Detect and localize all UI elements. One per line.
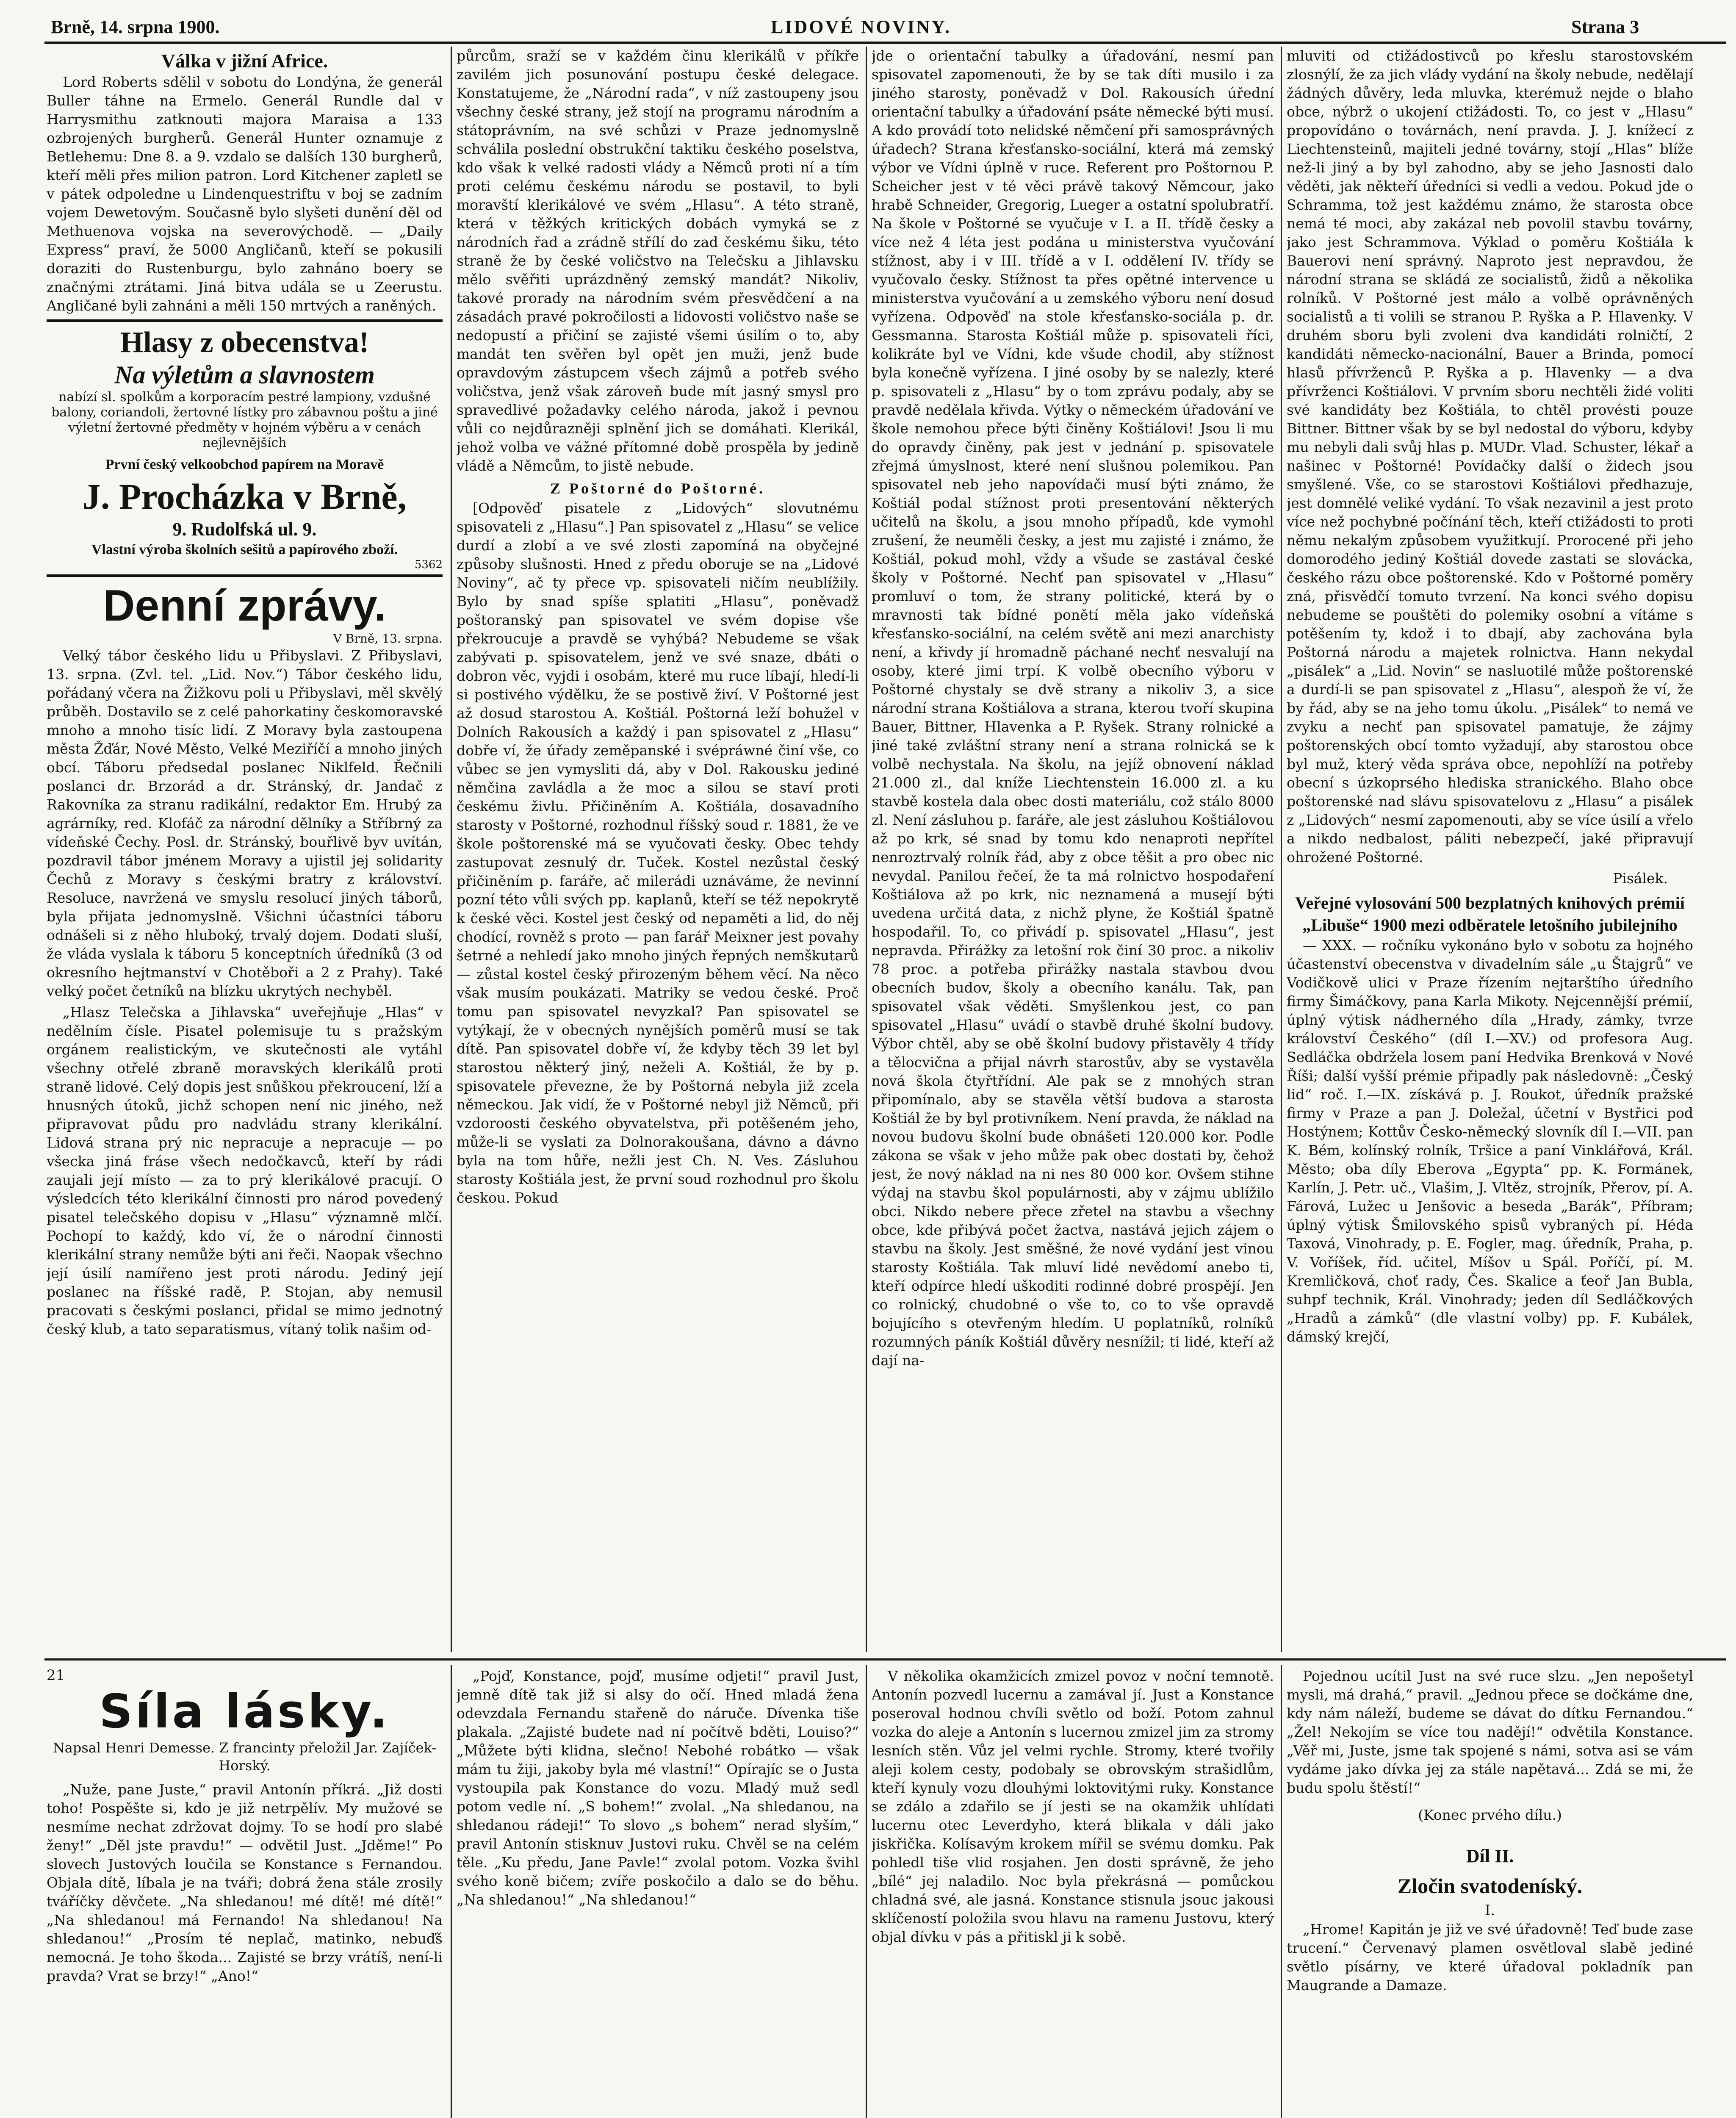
news-article-hlas: „Hlasz Telečska a Jihlavska“ uveřejňuje „Hlas“ v nedělním čísle. Pisatel polemisuje tu s pražským orgánem realistickým, ve skutečnosti ale vytáhl všechny otřelé zbraně moravských klerikálů proti straně lidové. Celý dopis jest snůškou překroucení, lží a hnusných útoků, jichž schopen není nic jiného, než připravovat půdu pro nadvládu strany klerikální. Lidová strana prý nic nepracuje a nepracuje — po všecka jiná fráse všech nedočkavců, kteří by rádi zaujali její místo — za to prý klerikálové pracují. O výsledcích této klerikální činnosti pro národ povedený pisatel telečského dopisu v „Hlasu“ významně mlčí. Pochopí to každý, kdo ví, že o národní činnosti klerikální strany nemůže býti ani řeči. Naopak všechno její úsilí namířeno jest proti národu. Jediný její poslanec na říšské radě, P. Stojan, aby nemusil pracovati s českými poslanci, přidal se mimo jednotný český klub, a tato separatismus, vítaný tolik našim od- <box>47 1004 443 1337</box>
ad-headline: Na výletům a slavnostem <box>114 361 375 389</box>
readers-voices-heading: Hlasy z obecenstva! <box>120 326 369 359</box>
ad-address: 9. Rudolfská ul. 9. <box>172 519 317 540</box>
ad-tagline: První český velkoobchod papírem na Moravě <box>105 457 384 472</box>
header-masthead: LIDOVÉ NOVINY. <box>771 17 952 37</box>
column-divider <box>451 47 452 1652</box>
feuilleton-text-2: „Pojď, Konstance, pojď, musíme odjeti!“ pravil Just, jemně dítě tak již si alsy do očí. Hned mladá žena odevzdala Fernandu stařeně do náruče. Dívenka tiše plakala. „Zajisté budete nad ní počítvě bděti, Louiso?“ „Můžete býti klidna, slečno! Nebohé robátko — však mám tu žiji, jakoby byla mé vlastní!“ Opírajíc se o Justa vystoupila pak Konstance do vozu. Mladý muž sedl potom vedle ní. „S bohem!“ zvolal. „Na shledanou, na shledanou rádeji!“ To slovo „s bohem“ nerad slyším,“ pravil Antonín stisknuv Justovi ruku. Chvěl se na celém těle. „Ku předu, Jane Pavle!“ zvolal potom. Vozka švihl svého koně bičem; zvíře poskočilo a dalo se do běhu. „Na shledanou!“ „Na shledanou!“ <box>457 1668 859 1908</box>
column-1 <box>47 47 443 1644</box>
ad-firm-name: J. Procházka v Brně, <box>82 476 407 517</box>
war-article: Lord Roberts sdělil v sobotu do Londýna, že generál Buller táhne na Ermelo. Generál Rundle dal v Harrysmithu zatknouti majora Maraisa a 133 ozbrojených burgherů. Generál Hunter oznamuje z Betlehemu: Dne 8. a 9. vzdalo se dalších 130 burgherů, kteří měli přes milion patron. Lord Kitchener zapletl se v pátek odpoledne u Lindenquestriftu v boj se zadním vojem Dewetovým. Současně bylo slyšeti dunění děl od Methuenova vojska na severovýchodě. — „Daily Express“ praví, že 5000 Angličanů, kteří se pokusili doraziti do Rustenburgu, bylo zahnáno boery se značnými ztrátami. Jiná bitva udála se u Zeerustu. Angličané byli zahnáni a měli 150 mrtvých a raněných. <box>47 74 443 314</box>
column-2 <box>457 47 859 1644</box>
part-heading: Díl II. <box>1466 1846 1514 1866</box>
column-3 <box>872 47 1274 1644</box>
ad-number: 5362 <box>414 558 443 571</box>
header-date: Brně, 14. srpna 1900. <box>51 17 220 37</box>
feuilleton-rule <box>44 1658 1726 1661</box>
feuilleton-text-5: „Hrome! Kapitán je již ve své úřadovně! Teď bude zase trucení.“ Červenavý plamen osvětloval slabě jediné světlo písárny, ve které úřadoval pokladník pan Maugrande a Damaze. <box>1287 1921 1693 1993</box>
feuilleton-column-2 <box>457 1667 859 2118</box>
war-heading: Válka v jižní Africe. <box>161 50 328 72</box>
column-divider <box>866 1665 867 2118</box>
section-rule <box>47 574 443 577</box>
daily-news-heading: Denní zprávy. <box>103 581 386 630</box>
article-signature: Pisálek. <box>1613 870 1668 887</box>
postorna-article-end: mluviti od ctižádostivců po křeslu starostovském zlosnýlí, že za jich vlády vydání na školy nebude, nedělají žádných důvěry, leda mluvka, kterémuž nejde o blaho obce, nýbrž o ukojení ctižádosti. To, co jest v „Hlasu“ propovídáno o továrnách, není pravda. J. J. knížecí z Liechtensteinů, majiteli jedné továrny, stojí „Hlas“ blíže než-li jiný a by byl zahodno, aby se jeho Jasnosti dalo věděti, jak někteří úředníci si vedli a vedou. Pokud jde o Schramma, tož jest každému známo, že starosta obce nemá té moci, aby zakázal neb povolil stavbu továrny, jako jest Schrammova. Výklad o poměru Koštiála k Bauerovi není správný. Naproto jest nepravdou, že národní strana se skládá ze socialistů, židů a několika rolníků. V Poštorné jest málo a volbě oprávněných socialistů a ti volili se stranou P. Ryška a P. Hlavenky. V druhém sboru byli zvoleni dva kandidáti rolničtí, 2 kandidáti německo-nacionální, Bauer a Brinda, pomocí hlasů přívrženců P. Ryška a p. Hlavenky — a dva přívrženci Koštiálovi. V prvním sboru nechtěli židé voliti své kandidáty bez Koštiála, to chtěl provésti pouze Bittner. Bittner však by se byl nedostal do výboru, kdyby mu nebyli dali svůj hlas p. MUDr. Vlad. Schuster, lékař a našinec v Poštorné! Povídačky další o židech jsou smyšlené. Vše, co se starostovi Koštiálovi předhazuje, jest domnělé veliké vydání. To však nezavinil a jest proto více než pochybné počínání těch, kteří ctižádosti to proti němu nekalým způsobem využitkují. Prorocené při jeho domorodého jediný Koštiál dovede zastati se slovácka, českého rázu obce poštorenské. Kdo v Poštorné poměry zná, přisvědčí tomuto tvrzení. Na konci svého dopisu nebudeme se pouštěti do polemiky osobní a vítáme s potěšením ty, kdož i to dbají, aby zachována byla Poštorná národu a majetek rolnictva. Hann nekydal „pisálek“ a „Lid. Novin“ se nasluotilé může poštorenské a durdí-li se pan spisovatel z „Hlasu“, alespoň že ví, že by řád, aby se na jeho tomu úkolu. „Pisálek“ to nemá ve zvyku a nechť pan spisovatel pamatuje, že zájmy poštorenských obcí tomto vyžadují, aby starostou obce byl muž, který věda správa obce, nepohlíží na potřeby obecní s úzkoprsého hlediska stranického. Blaho obce poštorenské nad slávu spisovatelovu z „Hlasu“ a pisálek z „Lidových“ nesmí zapomenouti, aby se více úsilí a vřelo a nikdo nedbalost, páliti nebezpečí, jaké připravují ohrožené Poštorné. <box>1287 47 1693 865</box>
feuilleton-byline: Napsal Henri Demesse. Z francinty přeložil Jar. Zajíček-Horský. <box>53 1740 437 1774</box>
column-divider <box>451 1665 452 2118</box>
chapter-number: I. <box>1484 1902 1495 1919</box>
part-title: Zločin svatodeníský. <box>1397 1874 1583 1898</box>
libuse-article: — XXX. — ročníku vykonáno bylo v sobotu za hojného účastenství obecenstva v divadelním sále „u Štajgrů“ ve Vodičkově ulici v Praze řízením nejtarštího úředního firmy Šimáčkovy, pana Karla Mikoty. Nejcennější prémií, úplný výtisk nádherného díla „Hrady, zámky, tvrze království Českého“ (díl I.—XV.) od profesora Aug. Sedláčka obdržela losem paní Hedvika Brenková v Nové Říši; další vyšší prémie připadly pak následovně: „Český lid“ roč. I.—IX. získává p. J. Roukot, úředník pražské firmy v Praze a pan J. Doležal, účetní v Bystřici pod Hostýnem; Kottův Česko-německý slovník díl I.—VII. pan K. Bém, kolínský rolník, Tršice a paní Vinklářová, Král. Město; oba díly Eberova „Egypta“ pp. K. Formánek, Karlín, J. Petr. uč., Vlašim, J. Vltěz, strojník, Přerov, pí. A. Fárová, Lužec u Jenšovic a beseda „Barák“, Příbram; úplný výtisk Šmilovského spisů vybraných pí. Héda Taxová, Vinohrady, p. E. Fogler, mag. úředník, Praha, p. V. Voříšek, říd. učitel, Míšov u Spál. Poříčí, pí. M. Kremličková, choť rady, Čes. Skalice a ťeoř Jan Bubla, suhpf technik, Král. Vinohrady; jeden díl Sedláčkových „Hradů a zámků“ (dle vlastní volby) pp. F. Kubálek, dámský krejčí, <box>1287 937 1693 1345</box>
feuilleton-text-4: Pojednou ucítil Just na své ruce slzu. „Jen nepošetyl mysli, má drahá,“ pravil. „Jednou přece se dočkáme dne, kdy nám náleží, budeme se dávat do dítku Fernandou.“ „Žel! Nekojím se více tou nadějí!“ odvětila Konstance. „Věř mi, Juste, jsme tak spojené s námi, sotva asi se vám vydáme jako dívka jej za stále napětavá... Zdá se mi, že budu spolu štěstí!“ <box>1287 1668 1693 1796</box>
feuilleton-column-3 <box>872 1667 1274 2118</box>
feuilleton-column-1 <box>47 1667 443 2118</box>
feuilleton-title: Síla lásky. <box>99 1684 390 1738</box>
section-rule <box>47 319 443 322</box>
ad-text: nabízí sl. spolkům a korporacím pestré lampiony, vzdušné balony, coriandoli, žertovné lístky pro zábavnou poštu a jiné výletní žertovné předměty v hojném výběru a v cenách nejlevnějších <box>51 390 438 450</box>
column-divider <box>866 47 867 1652</box>
end-of-part: (Konec prvého dílu.) <box>1418 1807 1562 1823</box>
postorna-article-continued: jde o orientační tabulky a úřadování, nesmí pan spisovatel zapomenouti, že by se tak díti musilo i za jiného starosty, poněvadž v Dol. Rakousích úřední orientační tabulky a úřadování psáte německé býti musí. A kdo provádí toto nelidské němčení při samosprávných úřadech? Strana křesťansko-sociální, která má zemský výbor ve Vídni úplně v ruce. Referent pro Poštornou P. Scheicher jest v té věci právě takový Němcour, jako hrabě Schneider, Gregorig, Lueger a ostatní spolubratří. Na škole v Poštorné se vyučuje v I. a II. třídě česky a více než 4 léta jest podána u ministerstva vyučování stížnost, aby i v III. třídě a v I. oddělení IV. třídy se vyučovalo česky. Stížnost ta přes opětné intervence u ministerstva vyučování a u zemského výboru není dosud vyřízena. Odpověď na stole křesťansko-sociála p. dr. Gessmanna. Starosta Koštiál může p. spisovateli říci, kolikráte byl ve Vídni, kde všude chodil, aby stížnost byla konečně vyřízena. I jiné osoby by se nalezly, které p. spisovateli z „Hlasu“ by o tom zprávu podaly, aby se pravdě nedělala křivda. Výtky o německém úřadování ve škole nemohou přece býti činěny Koštiálovi! Jsou li mu do opravdy činěny, pak jest v jednání p. spisovatele zřejmá úmyslnost, které není slušnou polemikou. Pan spisovatel neb jeho napovídači musí býti známo, že Koštiál podal stížnost proti presentování některých učitelů na školu, a jsou mnoho případů, kde vymohl zrušení, že neuměli česky, a jest mu zajisté i známo, že Koštiál, pokud mohl, vždy a všude se zastával české školy v Poštorné. Nechť pan spisovatel v „Hlasu“ promluví o tom, že strany politické, která by o mravnosti tak bídné ponětí měla jako vídeňská křesťansko-sociální, na celém světě ani mezi anarchisty není, a křivdy jí hromadně páchané nechť nesvalují na osoby, které jimi trpí. K volbě obecního výboru v Poštorné chystaly se dvě strany a nikoliv 3, a sice národní strana Koštiálova a strana, kterou tvoří skupina Bauer, Bittner, Hlavenka a P. Ryšek. Strany rolnické a jiné také zvláštní strany není a strana rolnická se k volbě nechystala. Na školu, na jejíž obnovení náklad 21.000 zl., dal kníže Liechtenstein 16.000 zl. a ku stavbě kostela dala obec dosti materiálu, což stálo 8000 zl. Není zásluhou p. faráře, ale jest zásluhou Koštiálovou až po krk, sé snad by tomu kdo nenaproti nepřítel nenroztrvalý rolník řád, aby z obce těšit a pro obec nic nevydal. Panilou řečeí, že ta má rolnictvo hospodaření Koštiálova až po krk, nic neznamená a musejí býti uvedena určitá data, z nichž plyne, že Koštiál špatně hospodařil. To, co přivádí p. spisovatel „Hlasu“, jest nepravda. Přirážky za letošní rok činí 30 proc. a nikoliv 78 proc. a potřeba přirážky nastala stavbou dvou obecních budov, školy a obecního kanálu. Tak, pan spisovatel však věděti. Smyšlenkou jest, co pan spisovatel „Hlasu“ uvádí o stavbě druhé školní budovy. Výbor chtěl, aby se obě školní budovy přistavěly 4 třídy a tělocvična a přijal návrh starostův, aby se vystavěla nová škola čtyřtřídní. Ale pak se z mnohých stran připomínalo, aby se stavěla větší budova a starosta Koštiál že by byl protivníkem. Není pravda, že náklad na novou budovu školní bude obnášeti 120.000 kor. Podle zákona se však v jeho může pak obec dostati by, čehož jest, že nový náklad na ni nes 80 000 kor. Ovšem stihne výdaj na stavbu škol populárnosti, aby v zájmu ublížilo obci. Nikdo nebere přece zřetel na stavbu a všechny obce, kde přibývá počet žactva, nastává jejich zájem o stavbu na školy. Jest směšné, že nové vydání jest vinou starosty Koštiála. Tak mluví lidé nevědomí anebo ti, kteří odpírce hledí uškoditi rodinné dobré prospějí. Jen co rolnický, chudobné o vše to, co to vše opravdě bojujícího s otevřeným hledím. U poplatníků, rolníků rozumných páník Koštiál důvěry nesnížil; ti lidé, kteří až dají na- <box>872 47 1274 1369</box>
column-divider <box>1281 47 1282 1652</box>
header-rule <box>44 42 1726 44</box>
column-divider <box>1281 1665 1282 2118</box>
postorna-article: [Odpověď pisatele z „Lidových“ slovutnému spisovateli z „Hlasu“.] Pan spisovatel z „Hlasu“ se velice durdí a zlobí a ve své zlosti zapomíná na obyčejné způsoby slušnosti. Hned z předu oboruje se na „Lidové Noviny“, ač ty přece vp. spisovateli ničím neublížily. Bylo by snad spíše splatiti „Hlasu“, poněvadž poštoranský pan spisovatel ve svém dopise vše překroucuje a pravdě se vyhýbá? Nebudeme se však zabývati p. spisovatelem, jenž ve své snaze, dbáti o dobron věc, vyjdi i osobám, které mu ruce líbají, hledí-li si postivého výdělku, že se postivě živí. V Poštorné jest až dosud starostou A. Koštiál. Poštorná leží bohužel v Dolních Rakousích a každý i pan spisovatel z „Hlasu“ dobře ví, že úřady zeměpanské i svépráwné činí vše, co vůbec se jen vymysliti dá, aby v Dol. Rakousku jediné němčina zavládla a že moc a silou se staví proti českému živlu. Přičiněním A. Koštiála, dosavadního starosty v Poštorné, rozhodnul říšský soud r. 1881, že ve škole poštorenské má se vyučovati česky. Obec tehdy zastupovat zesnulý dr. Tuček. Kostel nezůstal český přičiněním p. faráře, ač milerádi uznáváme, že nevinní pozní této vůli svých pp. kaplanů, kteří se též nepokrytě k české věci. Kostel jest český od nepaměti a lid, do něj chodící, rovněž s proto — pan farář Meixner jest povahy šetrné a nehledí jako mnoho jiných řepných nemškutarů — zůstal kostel český přirozeným během věcí. Na něco však musím poukázati. Matriky se vedou české. Proč tomu pan spisovatel nevyzkal? Pan spisovatel se vytýkají, že v obecných nynějších poměrů musí se tak dítě. Pan spisovatel dobře ví, že kdyby těch 39 let byl starostou některý jiný, neželi A. Koštiál, že by p. spisovatele převezne, že by Poštorná nebyla již zcela německou. Jak vidí, že v Poštorné nebyl již Němců, při vzdoroosti českého obyvatelstva, při potěšeném jeho, může-li se vyslati za Dolnorakoušana, dávno a dávno byla na tom hůře, nežli jest Ch. N. Ves. Zásluhou starosty Koštiála jest, že první soud rozhodnul pro školu českou. Pokud <box>457 500 859 1206</box>
feuilleton-column-4 <box>1287 1667 1693 2118</box>
postorna-heading: Z Poštorné do Poštorné. <box>550 480 765 497</box>
feuilleton-number: 21 <box>47 1667 65 1684</box>
feuilleton-text-3: V několika okamžicích zmizel povoz v noční temnotě. Antonín pozvedl lucernu a zamával jí. Just a Konstance poseroval hodnou chvíli světlo od boží. Potom zahnul vozka do aleje a Antonín s lucernou zmizel jim za stromy lesních stěn. Vůz jel velmi rychle. Stromy, které tvořily aleji kolem cesty, podobaly se obrovským strašidlům, kteří kynuly vozu dlouhými loktovitými ruky. Konstance se zdálo a zdařilo se jí jesti se na okamžik uhlídati lucernu otec Leverdyho, která blikala v dáli jako jiskřička. Kolísavým krokem mířil se svému domku. Pak pohledl tiše vlid rosjahen. Jen dosti správně, že jeho „bílé“ jej naladilo. Noc byla překrásná — pomůckou chladná své, ale jasná. Konstance stisnula jsouc jakousi sklíčeností položila svou hlavu na ramenu Justovu, který objal dívku v pás a přitiskl ji k sobě. <box>872 1668 1274 1945</box>
news-dateline: V Brně, 13. srpna. <box>333 632 443 646</box>
libuse-heading: Veřejné vylosování 500 bezplatných knihových prémií „Libuše“ 1900 mezi odběratele letošního jubilejního <box>1295 893 1685 934</box>
ad-footer: Vlastní výroba školních sešitů a papírového zboží. <box>91 542 398 557</box>
news-article-pribyslav: Velký tábor českého lidu u Přibyslavi. Z Přibyslavi, 13. srpna. (Zvl. tel. „Lid. Nov.“) Tábor českého lidu, pořádaný včera na Žižkovu poli u Přibyslavi, měl skvělý průběh. Dostavilo se z celé pahorkatiny českomoravské mnoho a mnoho tisíc lidí. Z Moravy byla zastoupena města Žďár, Nové Město, Velké Meziříčí a mnoho jiných obcí. Táboru předsedal poslanec Niklfeld. Řečnili poslanci dr. Brzorád a dr. Stránský, dr. Jandač z Rakovníka za stranu radikální, redaktor Em. Hrubý za agrárníky, red. Klofáč za národní dělníky a Stříbrný za vídeňské Čechy. Posl. dr. Stránský, bouřlivě byv uvítán, pozdravil tábor jménem Moravy a ujistil jej solidarity Čechů z Moravy s českými bratry z království. Resoluce, navržená ve smyslu resolucí jiných táborů, byla přijata jednomyslně. Všichni účastníci táboru odnášeli si z něho hluboký, trvalý dojem. Dodati sluší, že vláda vyslala k táboru 5 konceptních úředníků (3 od okresního hejtmanství v Chotěboři a 2 z Prahy). Také velký počet četníků na blízku ukrytých nechyběl. <box>47 647 443 999</box>
feuilleton-text-1: „Nuže, pane Juste,“ pravil Antonín příkrá. „Již dosti toho! Pospěšte si, kdo je již netrpělív. My mužové se nesmíme nechat zdržovat dojmy. To se hodí pro slabé ženy!“ „Děl jste pravdu!“ — odvětil Just. „Jděme!“ Po slovech Justových loučila se Konstance s Fernandou. Objala dítě, líbala je na tváři; dobrá žena stále zrosily tváříčky děvčete. „Na shledanou! mé dítě! mé dítě!“ „Na shledanou! má Fernando! Na shledanou! Na shledanou!“ „Prosím té neplač, matinko, nebuďš nemocná. Je toho škoda... Zajisté se brzy vrátíš, není-li pravda? Vrat se brzy!“ „Ano!“ <box>47 1781 443 1984</box>
article-continuation: půrcům, sraží se v každém činu klerikálů v příkře zavilém jich posunování postupu české delegace. Konstatujeme, že „Národní rada“, v níž zastoupeny jsou všechny české strany, jež stojí na programu národním a státoprávním, na své schůzi v Praze jednomyslně schválila poslední obstrukční taktiku českého poselstva, kdo však k velké radosti vlády a Němců proti ní a tím proti celému českému národu se postavil, to byli moravští klerikálové ve svém „Hlasu“. A této straně, která v těžkých kritických dobách vymyká se z národních řad a zrádně střílí do zad českému šiku, této straně že by české voličstvo na Telečsku a Jihlavsku mělo svěřiti uprázdněný zemský mandát? Nikoliv, takové prorady na národním svém přesvědčení a na zásadách pravé pokročilosti a lidovosti voličstvo naše se nedopustí a přičiní se zajisté všemi úsilím o to, aby mandát ten svěřen byl opět jen muži, jenž bude opravdovým zástupcem všech zájmů a potřeb svého voličstva, jenž však zároveň bude mít jasný smysl pro spravedlivé požadavky celého národa, jakož i pevnou vůli co nejdůrazněji splnění jich se domáhati. Klerikál, jehož volba ve vážné přítomné době prospěla by jedině vládě a Němcům, to jistě nebude. <box>457 47 859 474</box>
header-page-number: Strana 3 <box>1571 17 1639 37</box>
column-4 <box>1287 47 1693 1644</box>
